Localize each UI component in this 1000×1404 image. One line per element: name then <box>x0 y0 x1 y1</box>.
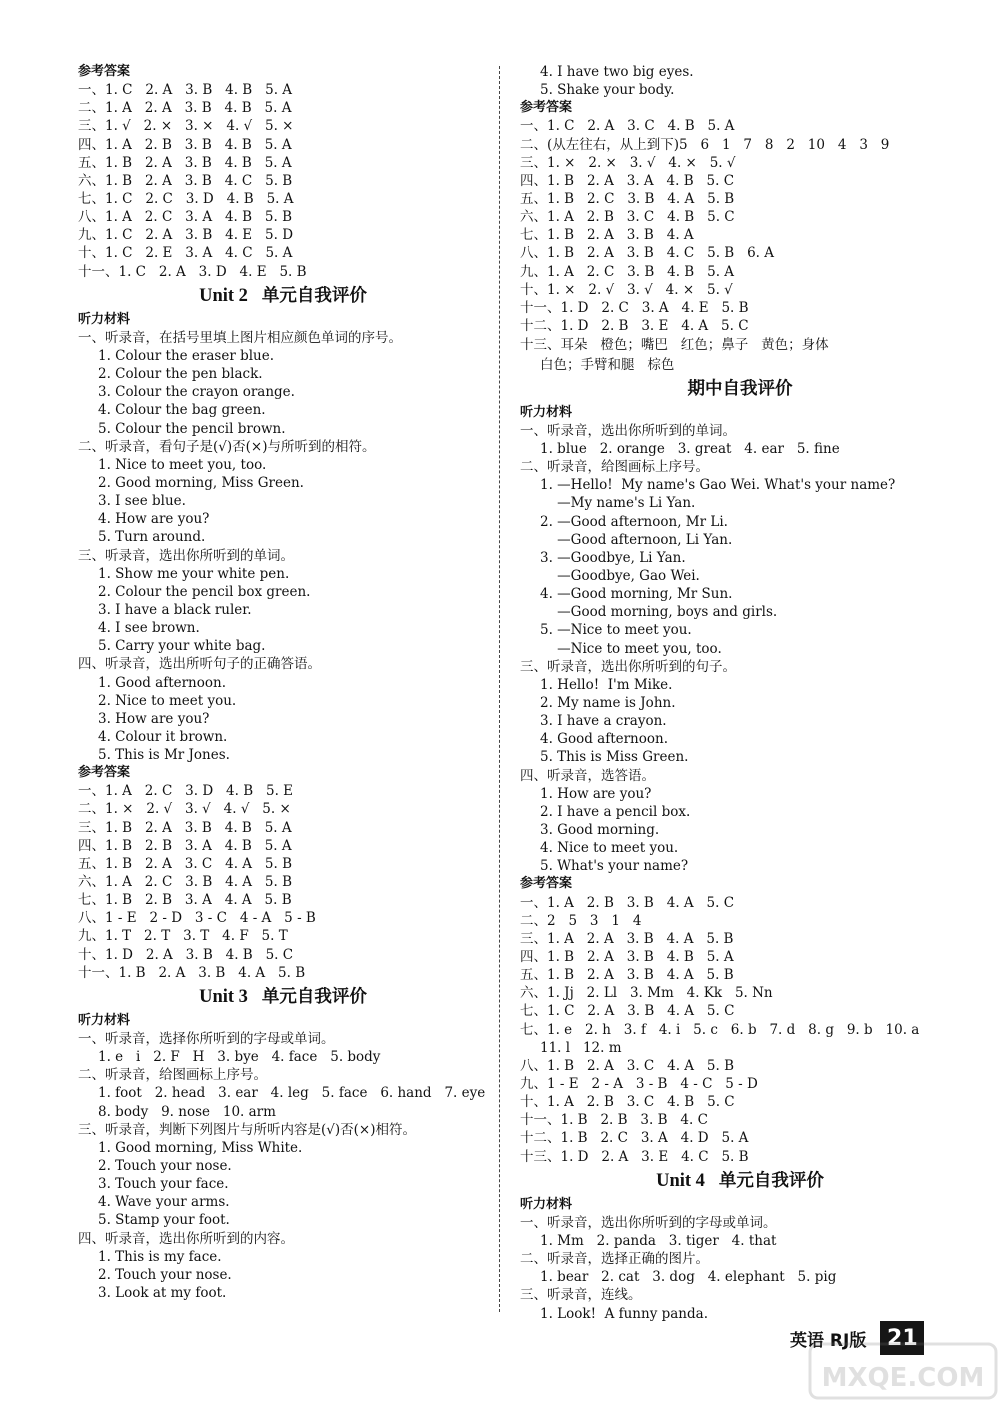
list-item: 3. —Goodbye, Li Yan. <box>540 549 686 566</box>
list-item: 1. e i 2. F H 3. bye 4. face 5. body <box>98 1049 381 1066</box>
text-line: 十一、1. C 2. A 3. D 4. E 5. B <box>78 263 307 280</box>
list-item: 1. Colour the eraser blue. <box>98 347 275 364</box>
list-item: 1. —Hello! My name's Gao Wei. What's your name? <box>540 477 896 494</box>
subsection-heading: 参考答案 <box>520 876 573 892</box>
text-line: 四、1. A 2. B 3. B 4. B 5. A <box>78 136 292 153</box>
text-line: 二、听录音，看句子是(√)否(×)与所听到的相符。 <box>78 438 376 455</box>
text-line: 一、听录音，选出你所听到的单词。 <box>520 422 736 439</box>
section-title <box>520 1166 960 1196</box>
text-line: 一、听录音，选出你所听到的字母或单词。 <box>520 1214 777 1231</box>
list-item: 5. This is Mr Jones. <box>98 747 230 764</box>
text-line: 三、听录音，连线。 <box>520 1287 642 1304</box>
list-item: 2. Good morning, Miss Green. <box>98 474 304 491</box>
text-line: 一、1. C 2. A 3. B 4. B 5. A <box>78 82 293 99</box>
list-item: 1. How are you? <box>540 785 652 802</box>
list-item: 11. l 12. m <box>540 1039 622 1056</box>
text-line: 三、1. B 2. A 3. B 4. B 5. A <box>78 819 292 836</box>
text-line: 七、1. B 2. A 3. B 4. A <box>520 227 694 244</box>
text-line: 十二、1. D 2. B 3. E 4. A 5. C <box>520 317 749 334</box>
text-line: 七、1. B 2. B 3. A 4. A 5. B <box>78 892 292 909</box>
text-line: 五、1. B 2. C 3. B 4. A 5. B <box>520 190 735 207</box>
text-line: 三、1. A 2. A 3. B 4. A 5. B <box>520 930 734 947</box>
text-line: 九、1. T 2. T 3. T 4. F 5. T <box>78 928 288 945</box>
list-item: 1. Hello! I'm Mike. <box>540 676 673 693</box>
list-item: —Goodbye, Gao Wei. <box>540 568 700 585</box>
text-line: 四、听录音，选出所听句子的正确答语。 <box>78 656 321 673</box>
text-line: 二、2 5 3 1 4 <box>520 912 642 929</box>
subsection-heading: 听力材料 <box>520 404 573 420</box>
text-line: 七、1. C 2. C 3. D 4. B 5. A <box>78 190 294 207</box>
list-item: 5. —Nice to meet you. <box>540 622 692 639</box>
text-line: 三、1. √ 2. × 3. × 4. √ 5. × <box>78 118 294 135</box>
list-item: 5. This is Miss Green. <box>540 749 689 766</box>
right-column <box>520 63 960 1323</box>
section-title <box>78 281 488 311</box>
section-title-text: 单元自我评价 <box>261 986 367 1007</box>
list-item: 4. —Good morning, Mr Sun. <box>540 586 733 603</box>
text-line: 十、1. D 2. A 3. B 4. B 5. C <box>78 946 294 963</box>
watermark-logo <box>808 1340 998 1402</box>
text-line: 十、1. × 2. √ 3. √ 4. × 5. √ <box>520 281 733 298</box>
subsection-heading: 听力材料 <box>520 1196 573 1212</box>
text-line: 一、1. A 2. B 3. B 4. A 5. C <box>520 894 735 911</box>
list-item: 4. Good afternoon. <box>540 731 668 748</box>
text-line: 一、1. A 2. C 3. D 4. B 5. E <box>78 783 294 800</box>
list-item: 1. Good afternoon. <box>98 674 226 691</box>
list-item: 2. I have a pencil box. <box>540 803 691 820</box>
list-item: 1. Mm 2. panda 3. tiger 4. that <box>540 1232 777 1249</box>
text-line: 六、1. Jj 2. Ll 3. Mm 4. Kk 5. Nn <box>520 985 773 1002</box>
text-line: 十一、1. B 2. B 3. B 4. C <box>520 1112 708 1129</box>
text-line: 八、1 - E 2 - D 3 - C 4 - A 5 - B <box>78 910 316 927</box>
text-line: 七、1. e 2. h 3. f 4. i 5. c 6. b 7. d 8. g 9. b 10. a <box>520 1021 920 1038</box>
text-line: 三、听录音，判断下列图片与所听内容是(√)否(×)相符。 <box>78 1121 416 1138</box>
text-line: 六、1. A 2. B 3. C 4. B 5. C <box>520 209 735 226</box>
section-title-unit: Unit 4 <box>656 1170 705 1191</box>
text-line: 六、1. A 2. C 3. B 4. A 5. B <box>78 874 293 891</box>
list-item: 1. This is my face. <box>98 1248 222 1265</box>
text-line: 四、1. B 2. A 3. B 4. B 5. A <box>520 948 734 965</box>
svg-text:MXQE.COM: MXQE.COM <box>821 1363 985 1393</box>
text-line: 一、听录音，在括号里填上图片相应颜色单词的序号。 <box>78 329 402 346</box>
text-line: 四、听录音，选出你所听到的内容。 <box>78 1230 294 1247</box>
list-item: 3. Look at my foot. <box>98 1285 227 1301</box>
section-title-unit: Unit 3 <box>199 986 248 1007</box>
list-item: 4. Colour the bag green. <box>98 402 266 419</box>
list-item: 白色；手臂和腿 棕色 <box>540 356 675 373</box>
text-line: 二、1. × 2. √ 3. √ 4. √ 5. × <box>78 801 291 818</box>
text-line: 五、1. B 2. A 3. B 4. A 5. B <box>520 967 734 984</box>
text-line: 五、1. B 2. A 3. B 4. B 5. A <box>78 154 292 171</box>
text-line: 八、1. B 2. A 3. B 4. C 5. B 6. A <box>520 245 774 262</box>
list-item: 5. Shake your body. <box>540 82 675 99</box>
list-item: 2. Touch your nose. <box>98 1266 232 1283</box>
subsection-heading: 参考答案 <box>78 64 131 79</box>
list-item: 1. Look! A funny panda. <box>540 1305 708 1322</box>
text-line: 八、1. A 2. C 3. A 4. B 5. B <box>78 209 293 226</box>
list-item: 5. Stamp your foot. <box>98 1212 230 1229</box>
section-title-unit: Unit 2 <box>199 285 248 306</box>
list-item: 5. Carry your white bag. <box>98 638 266 655</box>
text-line: 四、1. B 2. B 3. A 4. B 5. A <box>78 837 292 854</box>
text-line: 二、听录音，给图画标上序号。 <box>520 459 709 476</box>
section-title-text: 单元自我评价 <box>718 1170 824 1191</box>
text-line: 二、听录音，给图画标上序号。 <box>78 1067 267 1084</box>
text-line: 三、听录音，选出你所听到的单词。 <box>78 547 294 564</box>
list-item: 3. Colour the crayon orange. <box>98 384 295 401</box>
text-line: 二、1. A 2. A 3. B 4. B 5. A <box>78 100 292 117</box>
list-item: 4. Colour it brown. <box>98 728 228 745</box>
text-line: 九、1 - E 2 - A 3 - B 4 - C 5 - D <box>520 1075 758 1092</box>
list-item: 3. How are you? <box>98 710 210 727</box>
list-item: 1. Good morning, Miss White. <box>98 1139 303 1156</box>
text-line: 九、1. A 2. C 3. B 4. B 5. A <box>520 263 735 280</box>
list-item: 1. Show me your white pen. <box>98 565 290 582</box>
list-item: 2. Colour the pencil box green. <box>98 583 311 600</box>
list-item: 3. Touch your face. <box>98 1176 229 1193</box>
list-item: 3. Good morning. <box>540 821 660 838</box>
list-item: 5. Turn around. <box>98 529 206 546</box>
list-item: 3. I see blue. <box>98 493 186 510</box>
text-line: 一、听录音，选择你所听到的字母或单词。 <box>78 1031 335 1048</box>
list-item: 2. Nice to meet you. <box>98 692 237 709</box>
list-item: 4. I have two big eyes. <box>540 64 694 80</box>
list-item: 4. Nice to meet you. <box>540 840 679 857</box>
subsection-heading: 参考答案 <box>520 100 573 116</box>
list-item: 8. body 9. nose 10. arm <box>98 1103 276 1120</box>
list-item: 1. blue 2. orange 3. great 4. ear 5. fine <box>540 441 840 458</box>
list-item: 2. My name is John. <box>540 695 676 711</box>
column-divider <box>499 66 500 1312</box>
text-line: 四、1. B 2. A 3. A 4. B 5. C <box>520 172 735 189</box>
list-item: 2. —Good afternoon, Mr Li. <box>540 513 728 530</box>
list-item: 5. What's your name? <box>540 858 689 875</box>
text-line: 四、听录音，选答语。 <box>520 767 655 784</box>
list-item: 1. foot 2. head 3. ear 4. leg 5. face 6. hand 7. eye <box>98 1085 486 1102</box>
list-item: 4. How are you? <box>98 511 210 528</box>
text-line: 十三、耳朵 橙色；嘴巴 红色；鼻子 黄色；身体 <box>520 337 829 354</box>
text-line: 十三、1. D 2. A 3. E 4. C 5. B <box>520 1148 749 1165</box>
text-line: 一、1. C 2. A 3. C 4. B 5. A <box>520 118 735 135</box>
subsection-heading: 听力材料 <box>78 1012 131 1028</box>
subsection-heading: 参考答案 <box>78 765 131 781</box>
list-item: —Good afternoon, Li Yan. <box>540 531 733 548</box>
list-item: 4. I see brown. <box>98 620 200 637</box>
text-line: 三、1. × 2. × 3. √ 4. × 5. √ <box>520 154 736 171</box>
list-item: 3. I have a crayon. <box>540 713 667 730</box>
list-item: 1. Nice to meet you, too. <box>98 456 267 473</box>
section-title-text: 单元自我评价 <box>261 285 367 306</box>
text-line: 十二、1. B 2. C 3. A 4. D 5. A <box>520 1130 749 1147</box>
page-number: 21 <box>880 1321 924 1355</box>
text-line: 二、听录音，选择正确的图片。 <box>520 1251 709 1268</box>
subsection-heading: 听力材料 <box>78 311 131 327</box>
text-line: 六、1. B 2. A 3. B 4. C 5. B <box>78 172 293 189</box>
text-line: 五、1. B 2. A 3. C 4. A 5. B <box>78 855 293 872</box>
list-item: —My name's Li Yan. <box>540 495 696 512</box>
section-title: 期中自我评价 <box>687 378 793 399</box>
list-item: 2. Touch your nose. <box>98 1158 232 1175</box>
list-item: 5. Colour the pencil brown. <box>98 420 286 437</box>
text-line: 二、(从左往右，从上到下)5 6 1 7 8 2 10 4 3 9 <box>520 136 890 153</box>
list-item: —Good morning, boys and girls. <box>540 604 778 621</box>
left-column <box>78 63 488 1302</box>
text-line: 十、1. C 2. E 3. A 4. C 5. A <box>78 245 293 262</box>
list-item: 1. bear 2. cat 3. dog 4. elephant 5. pig <box>540 1269 837 1286</box>
list-item: 2. Colour the pen black. <box>98 366 263 383</box>
list-item: 4. Wave your arms. <box>98 1194 230 1211</box>
text-line: 九、1. C 2. A 3. B 4. E 5. D <box>78 227 294 244</box>
subject-label: 英语 RJ版 <box>790 1330 867 1351</box>
list-item: —Nice to meet you, too. <box>540 640 722 657</box>
text-line: 三、听录音，选出你所听到的句子。 <box>520 658 736 675</box>
text-line: 七、1. C 2. A 3. B 4. A 5. C <box>520 1003 735 1020</box>
list-item: 3. I have a black ruler. <box>98 601 252 618</box>
text-line: 十、1. A 2. B 3. C 4. B 5. C <box>520 1094 735 1111</box>
text-line: 十一、1. B 2. A 3. B 4. A 5. B <box>78 964 306 981</box>
text-line: 八、1. B 2. A 3. C 4. A 5. B <box>520 1057 735 1074</box>
section-title <box>78 982 488 1012</box>
text-line: 十一、1. D 2. C 3. A 4. E 5. B <box>520 299 749 316</box>
